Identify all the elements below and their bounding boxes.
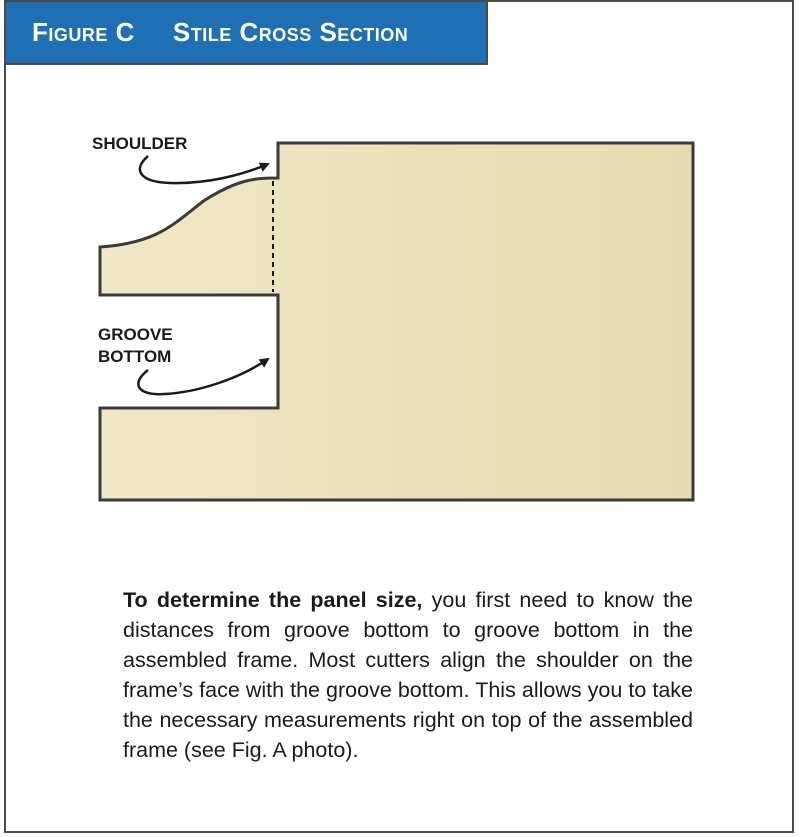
caption-text <box>123 585 693 765</box>
groove-label-line1: GROOVE <box>98 325 173 344</box>
caption-body: you first need to know the distances from groove bottom to groove bottom in the assembled frame. Most cutters align the shoulder on the frame’s face with the groove bottom. This allows you to take the necessary measurements right on top of the assembled frame (see Fig. A photo). <box>123 588 693 762</box>
stile-profile <box>100 143 693 500</box>
caption-lead: To determine the panel size, <box>123 588 423 612</box>
shoulder-label: SHOULDER <box>92 134 188 153</box>
figure-title: Stile Cross Section <box>172 17 409 47</box>
groove-label-line2: BOTTOM <box>98 347 172 366</box>
figure-number: Figure C <box>32 17 135 47</box>
